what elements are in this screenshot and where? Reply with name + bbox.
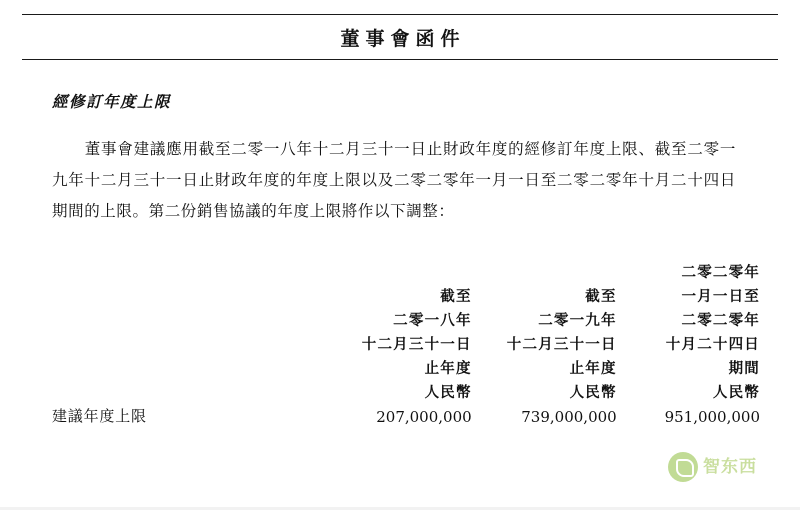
table-header-cell-col1 [327,261,472,405]
table-row-label: 建議年度上限 [52,407,147,425]
header-line: 十二月三十一日 [506,336,617,353]
leaf-badge-icon [668,452,698,482]
body-paragraph [52,134,736,227]
header-line: 截至 [585,288,617,305]
table-body [52,405,760,426]
table-header-cell-col2 [472,261,617,405]
paragraph-text: 董事會建議應用截至二零一八年十二月三十一日止財政年度的經修訂年度上限、截至二零一九年十二月三十一日止財政年度的年度上限以及二零二零年一月一日至二零二零年十月二十四日期間的上限。第二份銷售協議的年度上限將作以下調整： [52,140,736,220]
page-title: 董事會函件 [340,27,466,50]
table-row [52,405,760,426]
document-page [0,14,800,510]
table-header-row [52,261,760,405]
header-line: 十二月三十一日 [361,336,472,353]
watermark-text: 智东西 [703,456,757,477]
header-line: 截至 [440,288,472,305]
table-cell-value: 739,000,000 [521,408,617,426]
table-header-cell-col3 [617,261,760,405]
header-line: 十月二十四日 [665,336,760,353]
financial-table [52,261,760,426]
header-line: 二零一九年 [538,312,617,329]
header-line: 二零一八年 [393,312,472,329]
table-cell-value: 951,000,000 [664,408,760,426]
header-line: 二零二零年 [681,312,760,329]
financial-table-wrapper [52,261,760,426]
header-line: 人民幣 [424,384,472,401]
header-line: 一月一日至 [681,288,760,305]
header-line: 止年度 [424,360,472,377]
header-line: 人民幣 [569,384,617,401]
header-line: 二零二零年 [681,264,760,281]
header-line: 期間 [728,360,760,377]
document-header-band [22,14,778,60]
watermark [668,450,780,484]
section-heading: 經修訂年度上限 [52,92,172,111]
header-line: 止年度 [569,360,617,377]
header-line: 人民幣 [712,384,760,401]
table-header-cell-label [52,261,327,405]
table-cell-value: 207,000,000 [376,408,472,426]
table-header [52,261,760,405]
